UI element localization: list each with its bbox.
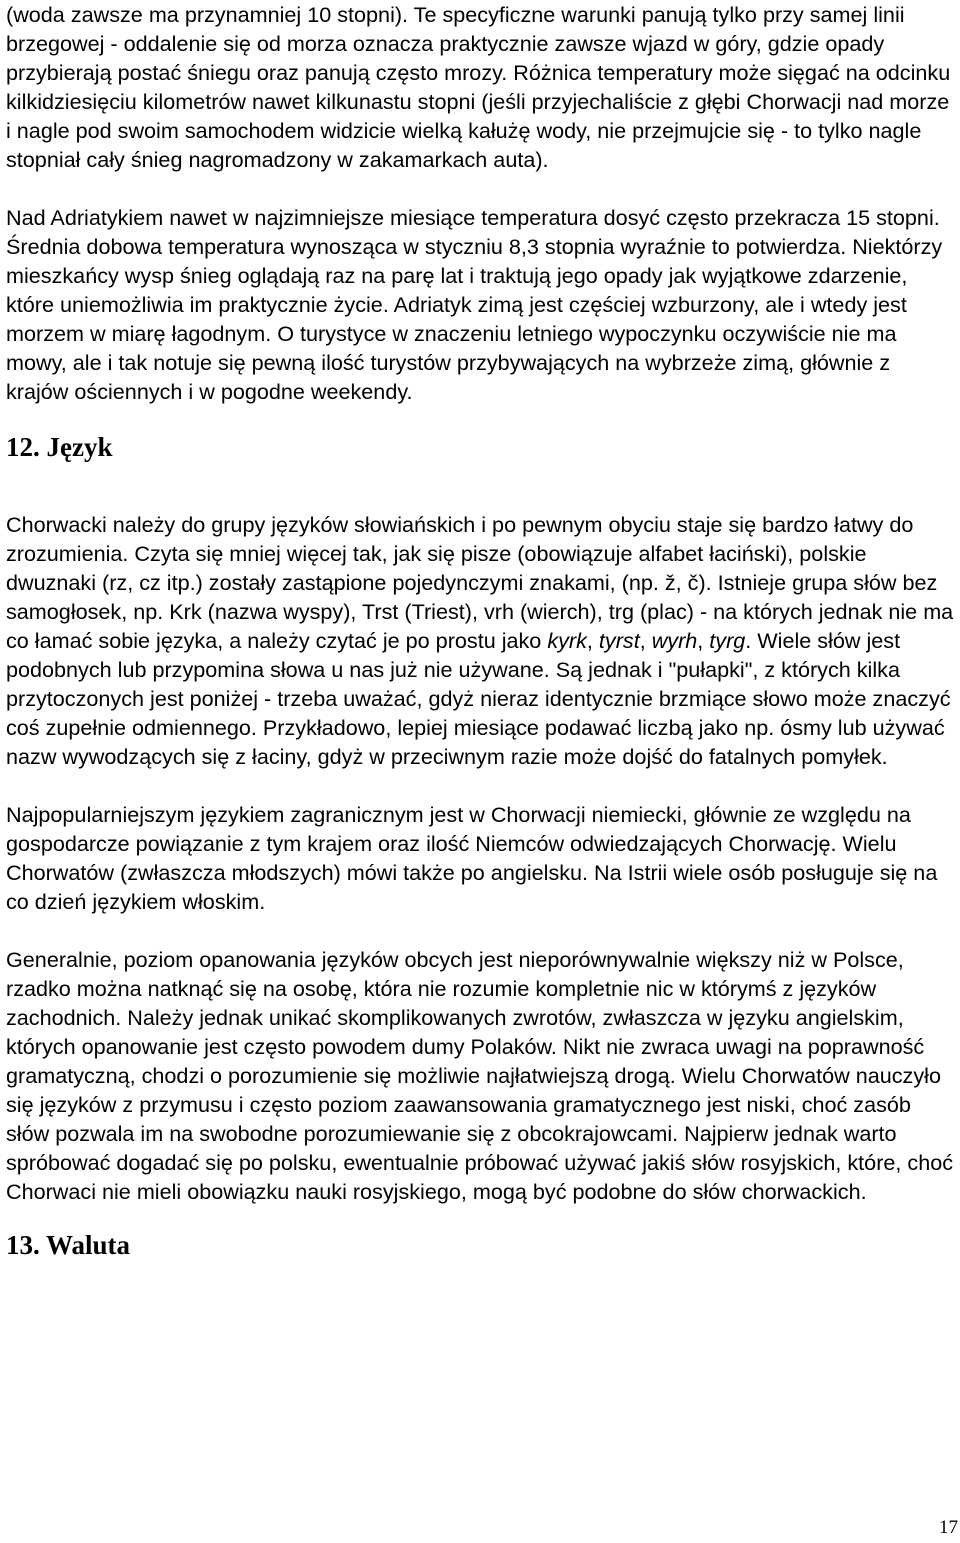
separator: , <box>697 628 710 653</box>
document-page <box>6 0 956 1262</box>
paragraph-language-proficiency: Generalnie, poziom opanowania języków obcych jest nieporównywalnie większy niż w Polsce, rzadko można natknąć się na osobę, która nie rozumie kompletnie nic w którymś z języków zachodnich. Należy jednak unikać skomplikowanych zwrotów, zwłaszcza w języku angielskim, których opanowanie jest często powodem dumy Polaków. Nikt nie zwraca uwagi na poprawność gramatyczną, chodzi o porozumienie się możliwie najłatwiejszą drogą. Wielu Chorwatów nauczyło się języków z przymusu i często poziom zaawansowania gramatycznego jest niski, choć zasób słów pozwala im na swobodne porozumiewanie się z obcokrajowcami. Najpierw jednak warto spróbować dogadać się po polsku, ewentualnie próbować używać jakiś słów rosyjskich, które, choć Chorwaci nie mieli obowiązku nauki rosyjskiego, mogą być podobne do słów chorwackich. <box>6 947 954 1204</box>
paragraph-text: . Wiele słów jest podobnych lub przypomina słowa u nas już nie używane. Są jednak i "pułapki", z których kilka przytoczonych jest poniżej - trzeba uważać, gdyż nieraz identycznie brzmiące słowo może znaczyć coś zupełnie odmiennego. Przykładowo, lepiej miesiące podawać liczbą jako np. ósmy lub używać nazw wywodzących się z łaciny, gdyż w przeciwnym razie może dojść do fatalnych pomyłek. <box>6 628 951 769</box>
paragraph-foreign-languages: Najpopularniejszym językiem zagranicznym jest w Chorwacji niemiecki, głównie ze względu na gospodarcze powiązanie z tym krajem oraz ilość Niemców odwiedzających Chorwację. Wielu Chorwatów (zwłaszcza młodszych) mówi także po angielsku. Na Istrii wiele osób posługuje się na co dzień językiem włoskim. <box>6 802 938 914</box>
paragraph-spacer <box>6 174 956 203</box>
page-number: 17 <box>939 1517 958 1538</box>
paragraph-spacer <box>6 771 956 800</box>
italic-word-tyrg: tyrg <box>709 628 746 653</box>
heading-spacer <box>6 464 956 510</box>
section-heading-language: 12. Język <box>6 432 113 462</box>
paragraph-croatian-language <box>6 510 956 771</box>
paragraph-adriatic-winter: Nad Adriatykiem nawet w najzimniejsze miesiące temperatura dosyć często przekracza 15 stopni. Średnia dobowa temperatura wynosząca w styczniu 8,3 stopnia wyraźnie to potwierdza. Niektórzy mieszkańcy wysp śnieg oglądają raz na parę lat i traktują jego opady jak wyjątkowe zdarzenie, które uniemożliwia im praktycznie życie. Adriatyk zimą jest częściej wzburzony, ale i wtedy jest morzem w miarę łagodnym. O turystyce w znaczeniu letniego wypoczynku oczywiście nie ma mowy, ale i tak notuje się pewną ilość turystów przybywających na wybrzeże zimą, głównie z krajów ościennych i w pogodne weekendy. <box>6 205 943 404</box>
italic-word-tyrst: tyrst <box>598 628 640 653</box>
paragraph-spacer <box>6 916 956 945</box>
paragraph-text: Chorwacki należy do grupy języków słowiańskich i po pewnym obyciu staje się bardzo łatwy do zrozumienia. Czyta się mniej więcej tak, jak się pisze (obowiązuje alfabet łaciński), polskie dwuznaki (rz, cz itp.) zostały zastąpione pojedynczymi znakami, (np. ž, č). Istnieje grupa słów bez samogłosek, np. Krk (nazwa wyspy), Trst (Triest), vrh (wierch), trg (plac) - na których jednak nie ma co łamać sobie języka, a należy czytać je po prostu jako <box>6 512 954 653</box>
paragraph-spacer <box>6 406 956 430</box>
paragraph-climate-coast: (woda zawsze ma przynamniej 10 stopni). Te specyficzne warunki panują tylko przy samej linii brzegowej - oddalenie się od morza oznacza praktycznie zawsze wjazd w góry, gdzie opady przybierają postać śniegu oraz panują często mrozy. Różnica temperatury może sięgać na odcinku kilkidziesięciu kilometrów nawet kilkunastu stopni (jeśli przyjechaliście z głębi Chorwacji nad morze i nagle pod swoim samochodem widzicie wielką kałużę wody, nie przejmujcie się - to tylko nagle stopniał cały śnieg nagromadzony w zakamarkach auta). <box>6 2 951 172</box>
italic-word-kyrk: kyrk <box>547 628 587 653</box>
separator: , <box>586 628 599 653</box>
paragraph-spacer <box>6 1206 956 1228</box>
section-heading-currency: 13. Waluta <box>6 1230 131 1260</box>
italic-word-wyrh: wyrh <box>651 628 698 653</box>
separator: , <box>639 628 652 653</box>
